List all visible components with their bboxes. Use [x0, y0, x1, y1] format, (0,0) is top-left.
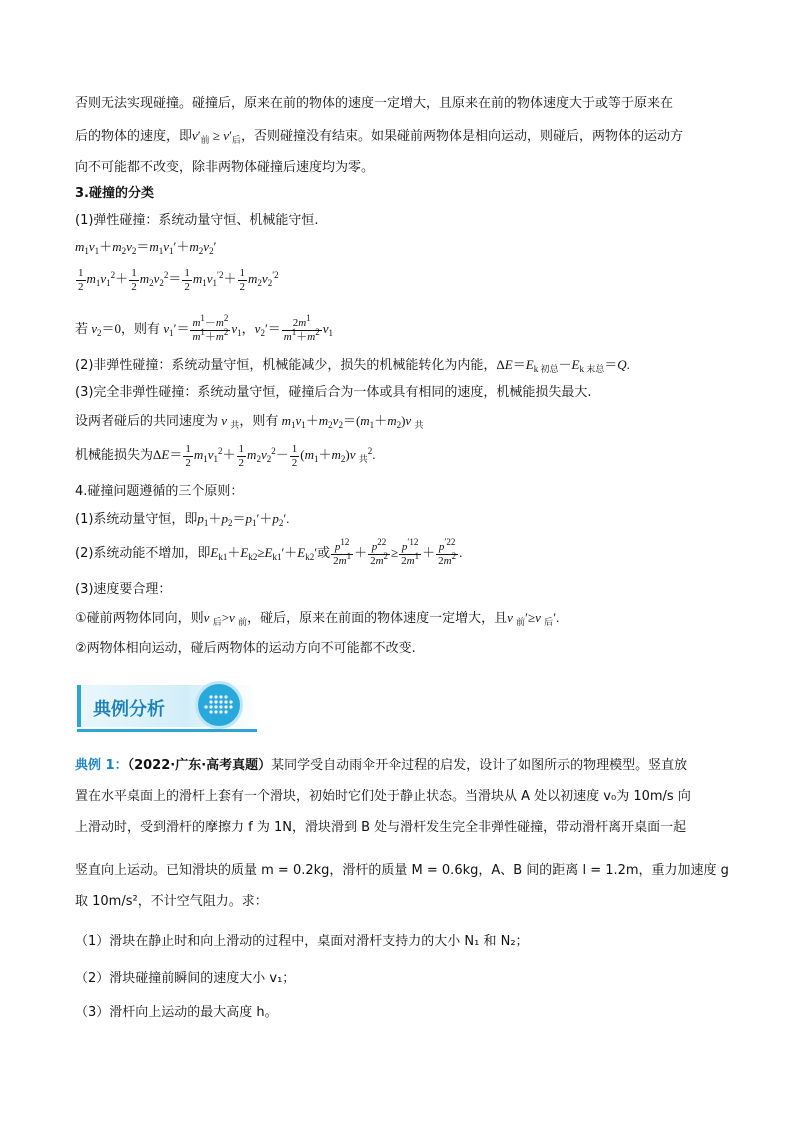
intro-line-2b: ，否则碰撞没有结束。如果碰前两物体是相向运动，则碰后，两物体的运动方 [240, 129, 683, 144]
principle-3a: ①碰前两物体同向，则v $_后$>v $_前$，碰后，原来在前面的物体速度一定增大，且v $_前$′≥v $_后$′. [75, 610, 560, 627]
if-label: 若 [75, 322, 89, 337]
inelastic-text: (2)非弹性碰撞：系统动量守恒，机械能减少，损失的机械能转化为内能， [75, 358, 497, 373]
banner-underline [77, 729, 257, 732]
elastic-collision: (1)弹性碰撞：系统动量守恒、机械能守恒. [75, 213, 319, 228]
section4-heading: 4.碰撞问题遵循的三个原则： [75, 484, 244, 499]
dot-grid-icon [195, 681, 243, 729]
energy-loss: 机械能损失为ΔE＝ $\frac{1}{2}$ $m_1v_1^2+$ $\frac{1}{2}$ $m_2v_2^2-$ $\frac{1}{2}$ $(m_1+m_2)v$ $_共^2$. [75, 442, 376, 469]
principle-1-text: (1)系统动量守恒，即 [75, 512, 198, 527]
energy-equation: $\frac{1}{2}$ $m_1v_1^2+$ $\frac{1}{2}$ $m_2v_2^2=$ $\frac{1}{2}$ $m_1v_1^{'2}+$ $\frac{1}{2}$ $m_2v_2^{'2}$ [78, 266, 279, 293]
principle-3a-text2: ，碰后，原来在前面的物体速度一定增大，且 [247, 611, 508, 626]
example-analysis-banner [77, 681, 257, 731]
question-3: （3）滑杆向上运动的最大高度 h。 [75, 1005, 278, 1020]
example-text-1: 某同学受自动雨伞开伞过程的启发，设计了如图所示的物理模型。竖直放 [271, 758, 688, 773]
intro-line-1: 否则无法实现碰撞。碰撞后，原来在前的物体的速度一定增大，且原来在前的物体速度大于或等于原来在 [75, 96, 674, 111]
banner-title: 典例分析 [93, 699, 165, 720]
principle-2-text: (2)系统动能不增加，即 [75, 546, 211, 561]
principle-1: (1)系统动量守恒，即$p_1+p_2=p_1'+p_2'$. [75, 511, 290, 528]
velocity-inequality: $v'_前 \ge v'_后$ [192, 128, 241, 145]
example-source: （2022·广东·高考真题） [127, 758, 272, 773]
principle-3a-text: ①碰前两物体同向，则 [75, 611, 204, 626]
intro-line-2 [75, 127, 683, 146]
momentum-equation: $m_1v_1+m_2v_2=m_1v_1'+m_2v_2'$ [75, 239, 217, 256]
common-v-text2: ，则有 [239, 414, 279, 429]
inelastic-collision: (2)非弹性碰撞：系统动量守恒，机械能减少，损失的机械能转化为内能，$\Delta E=E_{k 初总}-E_{k 末总}=Q$. [75, 357, 630, 374]
example-line-2: 置在水平桌面上的滑杆上套有一个滑块，初始时它们处于静止状态。当滑块从 A 处以初速度 v₀为 10m/s 向 [75, 789, 691, 804]
principle-2-or: 或 [317, 546, 331, 561]
energy-loss-text: 机械能损失为 [75, 448, 154, 463]
question-2: （2）滑块碰撞前瞬间的速度大小 v₁； [75, 971, 296, 986]
principle-2: (2)系统动能不增加，即$E_{k1}+E_{k2}\ge E_{k1}'+E_{k2}'$或 $\frac{p^{12}}{2m^1}$ ＋ $\frac{p^{22}}{2m^2}$ ≥ $\frac{p^{'12}}{2m^1}$ ＋ $\frac{p^{'22}}{2m^2}$ . [75, 536, 463, 567]
principle-3b: ②两物体相向运动，碰后两物体的运动方向不可能都不改变. [75, 641, 416, 656]
example-line-1 [75, 757, 687, 775]
example-line-5: 取 10m/s²，不计空气阻力。求： [75, 894, 268, 909]
question-1: （1）滑块在静止时和向上滑动的过程中，桌面对滑杆支持力的大小 N₁ 和 N₂； [75, 934, 529, 949]
example-line-4: 竖直向上运动。已知滑块的质量 m = 0.2kg，滑杆的质量 M = 0.6kg，A、B 间的距离 l = 1.2m，重力加速度 g [75, 863, 729, 878]
intro-line-3: 向不可能都不改变，除非两物体碰撞后速度均为零。 [75, 160, 375, 175]
section3-heading: 3.碰撞的分类 [75, 186, 154, 201]
perfect-inelastic: (3)完全非弹性碰撞：系统动量守恒，碰撞后合为一体或具有相同的速度，机械能损失最大. [75, 385, 592, 400]
common-velocity: 设两者碰后的共同速度为 v $_共$，则有 $m_1v_1+m_2v_2=(m_1+m_2)v$ $_共$ [75, 413, 424, 430]
example-line-3: 上滑动时，受到滑杆的摩擦力 f 为 1N，滑块滑到 B 处与滑杆发生完全非弹性碰撞，带动滑杆离开桌面一起 [75, 820, 687, 835]
principle-3: (3)速度要合理： [75, 582, 172, 597]
example-label: 典例 1： [75, 758, 128, 773]
v2-zero-result: 若 $v_2=0$，则有 $v_1'=$ $\frac{m^1-m^2}{m^1+m^2}$ $v_1$，$v_2'=$ $\frac{2m^1}{m^1+m^2}$ $v_1$ [75, 312, 333, 343]
intro-line-2a: 后的物体的速度，即 [75, 129, 193, 144]
common-v-text: 设两者碰后的共同速度为 [75, 414, 219, 429]
